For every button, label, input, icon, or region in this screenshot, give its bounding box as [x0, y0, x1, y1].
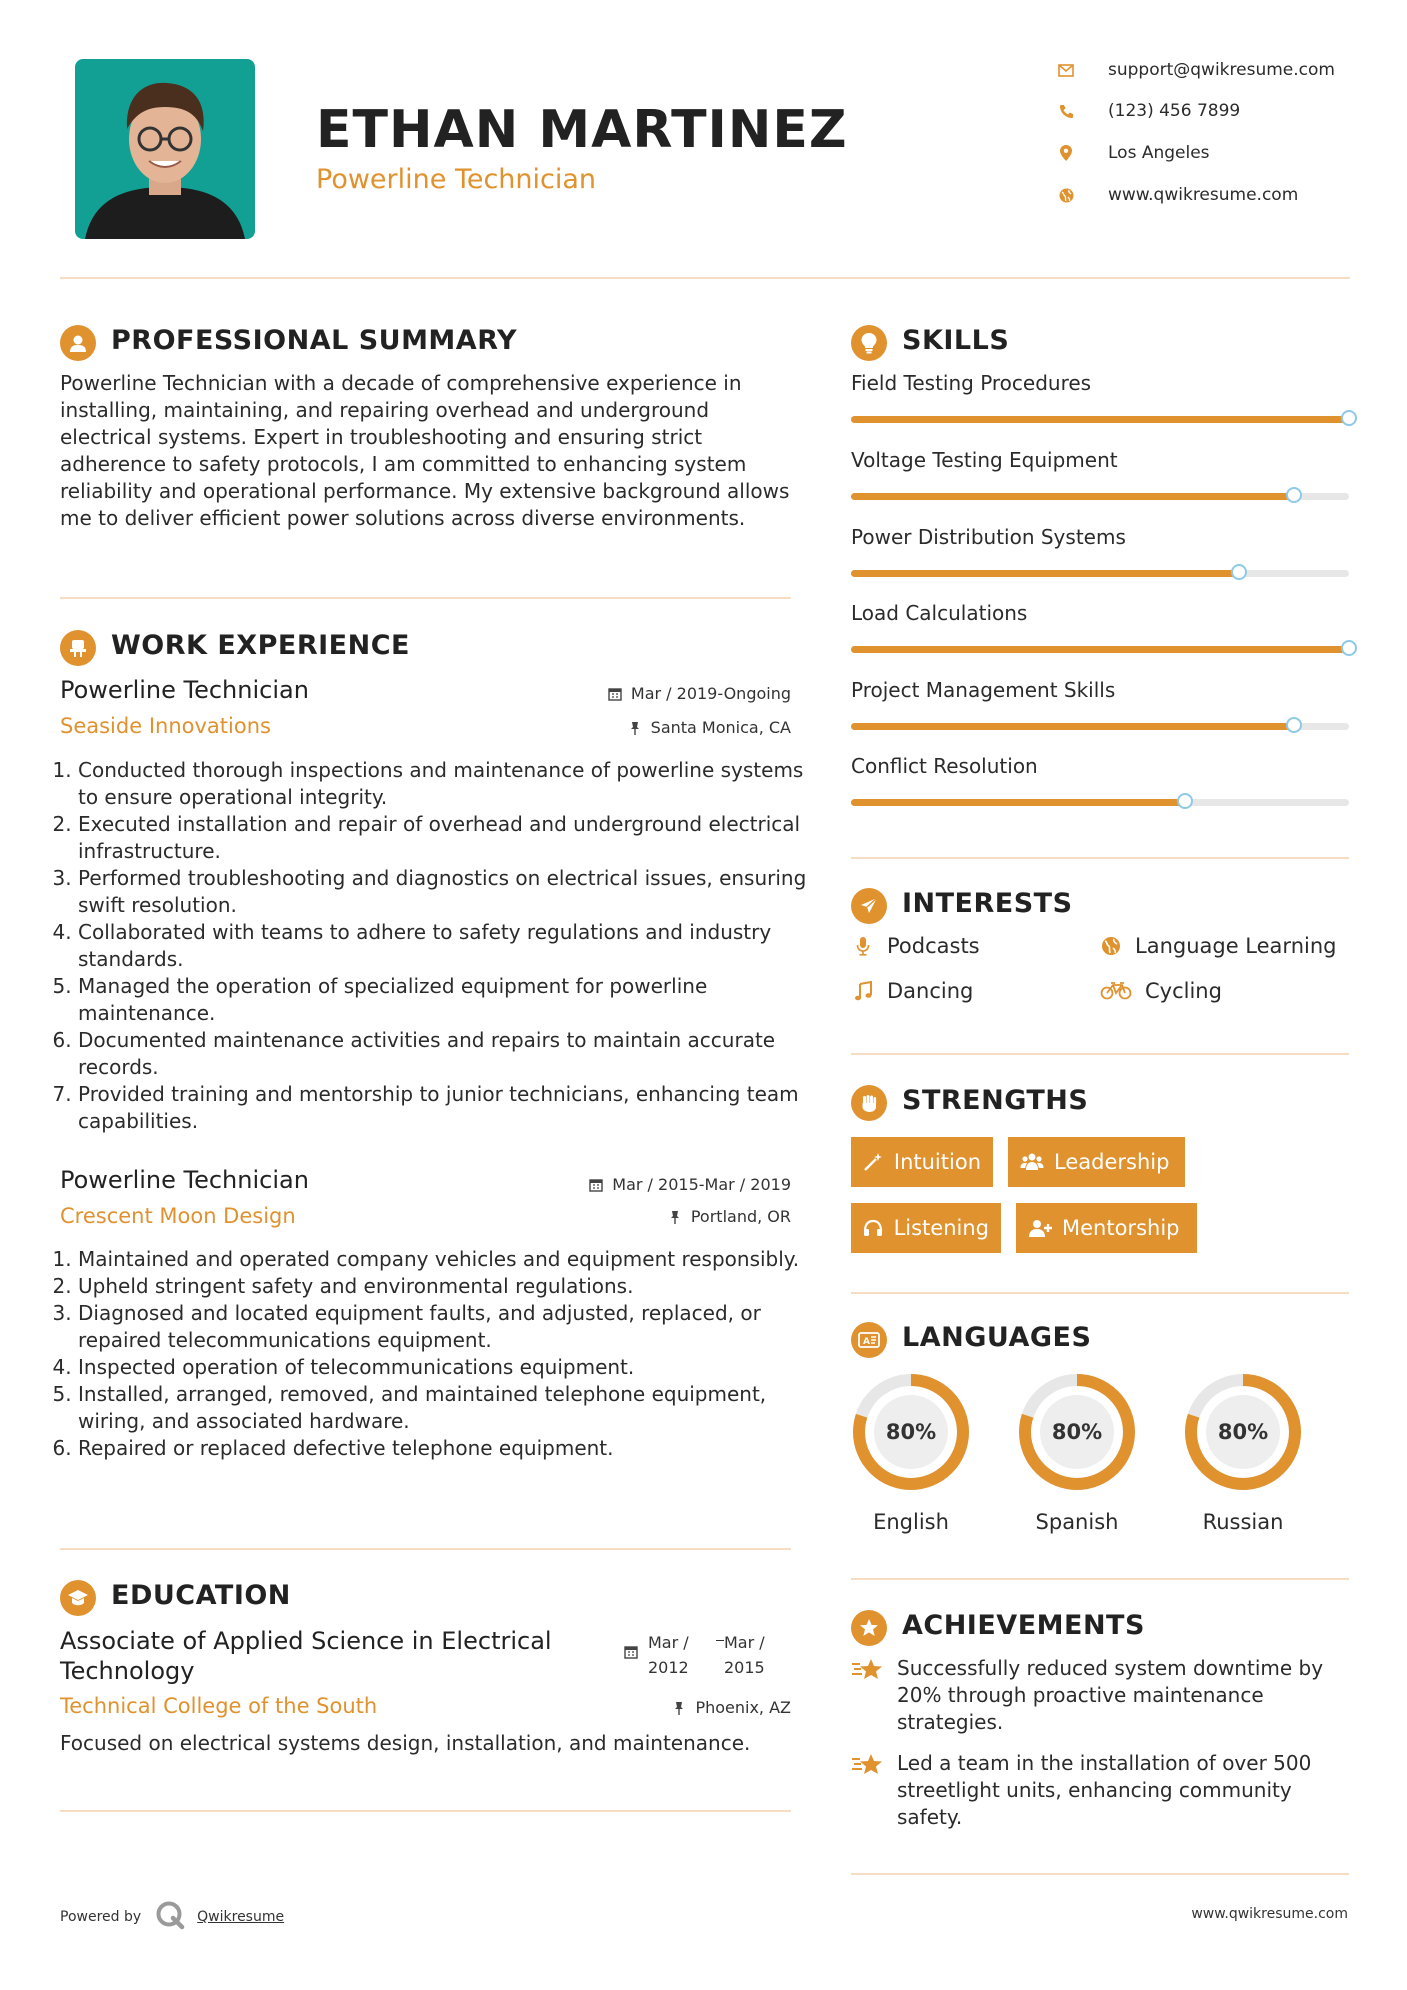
- contact-phone[interactable]: [1056, 96, 1386, 126]
- paper-plane-icon: [851, 888, 887, 924]
- skill-bar-fill: [851, 646, 1349, 653]
- language-ring: [849, 1370, 973, 1494]
- education-description: Focused on electrical systems design, installation, and maintenance.: [60, 1731, 751, 1755]
- job-2-responsibilities: [50, 1246, 823, 1462]
- language-ring: [1015, 1370, 1139, 1494]
- header-divider: [60, 277, 1350, 279]
- skill-bar-fill: [851, 799, 1185, 806]
- job-1-location: [627, 718, 791, 737]
- education-end-date: [724, 1630, 765, 1680]
- skills-divider: [851, 857, 1349, 859]
- skill-bar-knob: [1177, 793, 1193, 809]
- footer-powered-by: [60, 1900, 284, 1934]
- achievements-heading: ACHIEVEMENTS: [902, 1610, 1145, 1641]
- job-1-dates: [607, 684, 791, 703]
- language-name: English: [873, 1510, 949, 1534]
- degree-line-1: Associate of Applied Science in Electrical: [60, 1627, 552, 1655]
- magic-wand-icon: [863, 1150, 884, 1174]
- interest-label: Cycling: [1145, 979, 1222, 1003]
- skill-name: Load Calculations: [851, 601, 1028, 625]
- languages-heading: LANGUAGES: [902, 1322, 1092, 1353]
- skills-heading: SKILLS: [902, 325, 1010, 356]
- job-1-title: Powerline Technician: [60, 676, 309, 704]
- list-item: 5. Managed the operation of specialized equipment for powerline maintenance.: [78, 973, 823, 1027]
- job-1-responsibilities: [50, 757, 823, 1135]
- skill-name: Conflict Resolution: [851, 754, 1038, 778]
- user-icon: [60, 325, 96, 361]
- language-name: Russian: [1202, 1510, 1284, 1534]
- strength-label: Mentorship: [1062, 1216, 1180, 1240]
- interests-divider: [851, 1053, 1349, 1055]
- phone-icon: [1056, 101, 1076, 121]
- interests-heading: INTERESTS: [902, 888, 1073, 919]
- education-location: [671, 1698, 791, 1717]
- skill-bar-fill: [851, 493, 1294, 500]
- job-1-company: Seaside Innovations: [60, 714, 271, 738]
- language-percent: 80%: [885, 1420, 937, 1444]
- language-percent: 80%: [1051, 1420, 1103, 1444]
- skill-bar-fill: [851, 723, 1294, 730]
- contact-location-text: Los Angeles: [1108, 143, 1210, 163]
- skill-bar-knob: [1341, 410, 1357, 426]
- contact-email-text: support@qwikresume.com: [1108, 60, 1335, 80]
- contact-location: [1056, 138, 1386, 168]
- job-2-company: Crescent Moon Design: [60, 1204, 296, 1228]
- summary-divider: [60, 597, 791, 599]
- job-2-location-text: Portland, OR: [690, 1207, 791, 1226]
- music-note-icon: [851, 979, 875, 1003]
- education-start-date: [648, 1630, 689, 1680]
- strength-listening: [851, 1203, 1001, 1253]
- bicycle-icon: [1099, 979, 1133, 1003]
- list-item: 3. Diagnosed and located equipment faults, and adjusted, replaced, or repaired telecommunications equipment.: [78, 1300, 823, 1354]
- job-1-dates-text: Mar / 2019-Ongoing: [630, 684, 791, 703]
- list-item: 6. Documented maintenance activities and repairs to maintain accurate records.: [78, 1027, 823, 1081]
- avatar-illustration: [75, 59, 255, 239]
- education-start-month: Mar /: [648, 1633, 689, 1652]
- contact-website-text: www.qwikresume.com: [1108, 185, 1299, 205]
- powered-by-label: Powered by: [60, 1909, 142, 1925]
- skill-bar-knob: [1286, 487, 1302, 503]
- education-start-year: 2012: [648, 1658, 689, 1677]
- headphones-icon: [863, 1216, 884, 1240]
- candidate-title: Powerline Technician: [316, 164, 597, 195]
- language-percent: 80%: [1217, 1420, 1269, 1444]
- list-item: 5. Installed, arranged, removed, and maintained telephone equipment, wiring, and associated hardware.: [78, 1381, 823, 1435]
- briefcase-icon: [60, 630, 96, 666]
- star-icon: [851, 1655, 885, 1685]
- job-2-location: [667, 1207, 791, 1226]
- interest-label: Language Learning: [1135, 934, 1337, 958]
- languages-divider: [851, 1578, 1349, 1580]
- education-end-month: Mar /: [724, 1633, 765, 1652]
- education-heading: EDUCATION: [111, 1580, 291, 1611]
- job-1-location-text: Santa Monica, CA: [650, 718, 791, 737]
- globe-icon: [1099, 934, 1123, 958]
- strength-label: Listening: [893, 1216, 989, 1240]
- skill-bar-knob: [1341, 640, 1357, 656]
- language-spanish: [1015, 1370, 1139, 1534]
- achievements-divider: [851, 1873, 1349, 1875]
- achievement-item: [851, 1750, 1349, 1831]
- strength-intuition: [851, 1137, 993, 1187]
- education-end-year: 2015: [724, 1658, 765, 1677]
- graduate-icon: [60, 1580, 96, 1616]
- interest-label: Dancing: [887, 979, 974, 1003]
- contact-email[interactable]: [1056, 55, 1386, 85]
- list-item: 4. Inspected operation of telecommunications equipment.: [78, 1354, 823, 1381]
- calendar-icon: [607, 686, 623, 702]
- skill-bar-fill: [851, 416, 1349, 423]
- list-item: 1. Conducted thorough inspections and maintenance of powerline systems to ensure operational integrity.: [78, 757, 823, 811]
- calendar-icon: [624, 1644, 638, 1663]
- experience-divider: [60, 1548, 791, 1550]
- pushpin-icon: [627, 720, 643, 736]
- list-item: 2. Executed installation and repair of overhead and underground electrical infrastructure.: [78, 811, 823, 865]
- pushpin-icon: [671, 1700, 687, 1716]
- footer-website[interactable]: www.qwikresume.com: [1191, 1906, 1348, 1922]
- list-item: 3. Performed troubleshooting and diagnostics on electrical issues, ensuring swift resolution.: [78, 865, 823, 919]
- raised-fist-icon: [851, 1085, 887, 1121]
- education-divider: [60, 1810, 791, 1812]
- interest-podcasts: [851, 934, 980, 958]
- job-2-dates-text: Mar / 2015-Mar / 2019: [612, 1175, 791, 1194]
- list-item: 6. Repaired or replaced defective telephone equipment.: [78, 1435, 823, 1462]
- pushpin-icon: [667, 1209, 683, 1225]
- contact-phone-text: (123) 456 7899: [1108, 101, 1241, 121]
- skill-bar-knob: [1231, 564, 1247, 580]
- skill-name: Voltage Testing Equipment: [851, 448, 1118, 472]
- lightbulb-icon: [851, 325, 887, 361]
- users-icon: [1020, 1150, 1044, 1174]
- user-plus-icon: [1028, 1216, 1052, 1240]
- skill-bar: [851, 723, 1349, 730]
- strengths-heading: STRENGTHS: [902, 1085, 1089, 1116]
- calendar-icon: [588, 1177, 604, 1193]
- language-card-icon: [851, 1322, 887, 1358]
- skill-name: Project Management Skills: [851, 678, 1116, 702]
- strengths-divider: [851, 1292, 1349, 1294]
- strength-label: Leadership: [1054, 1150, 1170, 1174]
- strength-leadership: [1008, 1137, 1185, 1187]
- job-2-title: Powerline Technician: [60, 1166, 309, 1194]
- map-pin-icon: [1056, 143, 1076, 163]
- microphone-icon: [851, 934, 875, 958]
- skill-bar: [851, 416, 1349, 423]
- skill-bar-knob: [1286, 717, 1302, 733]
- language-russian: [1181, 1370, 1305, 1534]
- skill-bar: [851, 646, 1349, 653]
- contact-website[interactable]: [1056, 180, 1386, 210]
- experience-heading: WORK EXPERIENCE: [111, 630, 410, 661]
- star-icon: [851, 1750, 885, 1780]
- summary-text: Powerline Technician with a decade of comprehensive experience in installing, maintaining, and repairing overhead and underground electrical systems. Expert in troubleshooting and ensuring strict adherence to safety protocols, I am committed to enhancing system reliability and operational performance. My extensive background allows me to deliver efficient power solutions across diverse environments.: [60, 371, 790, 530]
- interest-dancing: [851, 979, 973, 1003]
- summary-heading: PROFESSIONAL SUMMARY: [111, 325, 518, 356]
- education-location-text: Phoenix, AZ: [695, 1698, 791, 1717]
- skill-name: Field Testing Procedures: [851, 371, 1092, 395]
- list-item: 1. Maintained and operated company vehicles and equipment responsibly.: [78, 1246, 823, 1273]
- language-name: Spanish: [1035, 1510, 1119, 1534]
- language-english: [849, 1370, 973, 1534]
- achievement-text: Successfully reduced system downtime by 20% through proactive maintenance strategies.: [897, 1656, 1324, 1734]
- skill-bar: [851, 570, 1349, 577]
- qwikresume-link[interactable]: Qwikresume: [197, 1909, 285, 1925]
- candidate-name: ETHAN MARTINEZ: [316, 100, 848, 160]
- list-item: 2. Upheld stringent safety and environmental regulations.: [78, 1273, 823, 1300]
- list-item: 4. Collaborated with teams to adhere to safety regulations and industry standards.: [78, 919, 823, 973]
- envelope-icon: [1056, 60, 1076, 80]
- skill-bar-fill: [851, 570, 1239, 577]
- interest-label: Podcasts: [887, 934, 980, 958]
- skill-bar: [851, 493, 1349, 500]
- date-separator: [716, 1640, 724, 1641]
- strength-mentorship: [1016, 1203, 1197, 1253]
- strength-label: Intuition: [893, 1150, 981, 1174]
- language-ring: [1181, 1370, 1305, 1494]
- skill-bar: [851, 799, 1349, 806]
- list-item: 7. Provided training and mentorship to junior technicians, enhancing team capabilities.: [78, 1081, 823, 1135]
- star-badge-icon: [851, 1610, 887, 1646]
- svg-text:A: A: [863, 1337, 870, 1347]
- achievement-text: Led a team in the installation of over 500 streetlight units, enhancing community safety.: [897, 1751, 1312, 1829]
- interest-language-learning: [1099, 934, 1336, 958]
- job-2-dates: [588, 1175, 791, 1194]
- skill-name: Power Distribution Systems: [851, 525, 1126, 549]
- school-name: Technical College of the South: [60, 1694, 378, 1718]
- achievement-item: [851, 1655, 1349, 1736]
- profile-photo: [75, 59, 255, 239]
- qwikresume-logo-icon: [155, 1900, 185, 1934]
- degree-line-2: Technology: [60, 1657, 195, 1685]
- globe-icon: [1056, 185, 1076, 205]
- interest-cycling: [1099, 979, 1222, 1003]
